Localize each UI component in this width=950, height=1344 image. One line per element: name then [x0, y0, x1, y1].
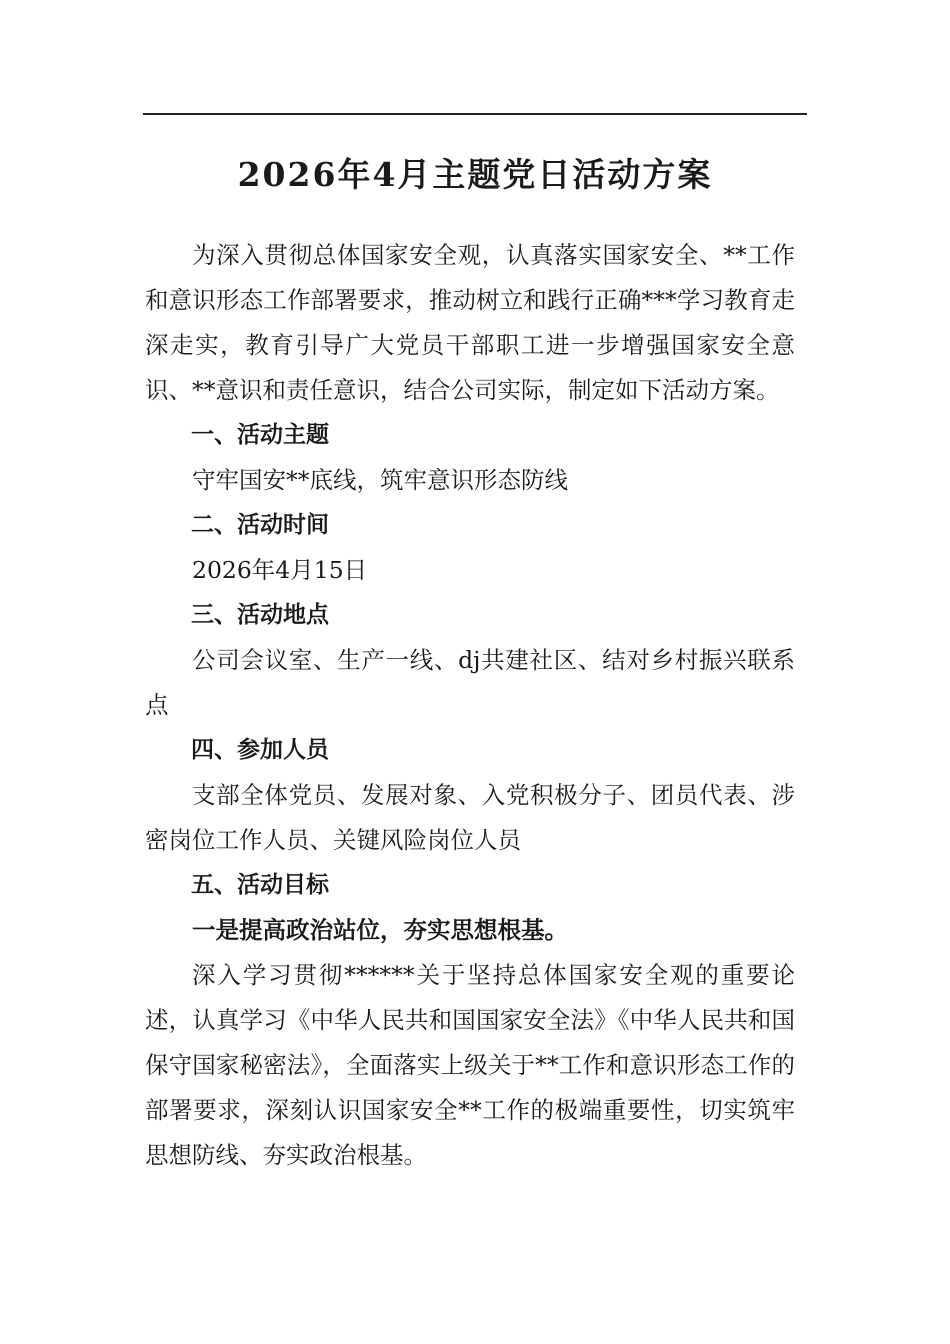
- intro-paragraph: 为深入贯彻总体国家安全观，认真落实国家安全、**工作和意识形态工作部署要求，推动树立和践行正确***学习教育走深走实，教育引导广大党员干部职工进一步增强国家安全意识、**意识和责任意识，结合公司实际，制定如下活动方案。: [145, 241, 795, 404]
- header-rule: [143, 113, 807, 115]
- goal-1-subheading: 一是提高政治站位，夯实思想根基。: [192, 916, 568, 944]
- section-heading-participants: 四、参加人员: [191, 737, 329, 763]
- section-content-time: 2026年4月15日: [192, 556, 368, 584]
- document-body: [145, 233, 795, 1178]
- section-heading-goals: 五、活动目标: [191, 872, 329, 898]
- document-title: 2026年4月主题党日活动方案: [237, 155, 713, 194]
- section-heading-theme: 一、活动主题: [191, 422, 329, 448]
- section-heading-time: 二、活动时间: [191, 512, 329, 538]
- section-content-location: 公司会议室、生产一线、dj共建社区、结对乡村振兴联系点: [145, 646, 795, 719]
- goal-1-paragraph: 深入学习贯彻******关于坚持总体国家安全观的重要论述，认真学习《中华人民共和国国家安全法》《中华人民共和国保守国家秘密法》，全面落实上级关于**工作和意识形态工作的部署要求，深刻认识国家安全**工作的极端重要性，切实筑牢思想防线、夯实政治根基。: [145, 961, 795, 1169]
- section-content-participants: 支部全体党员、发展对象、入党积极分子、团员代表、涉密岗位工作人员、关键风险岗位人员: [145, 781, 795, 854]
- section-content-theme: 守牢国安**底线，筑牢意识形态防线: [192, 466, 568, 494]
- section-heading-location: 三、活动地点: [191, 602, 329, 628]
